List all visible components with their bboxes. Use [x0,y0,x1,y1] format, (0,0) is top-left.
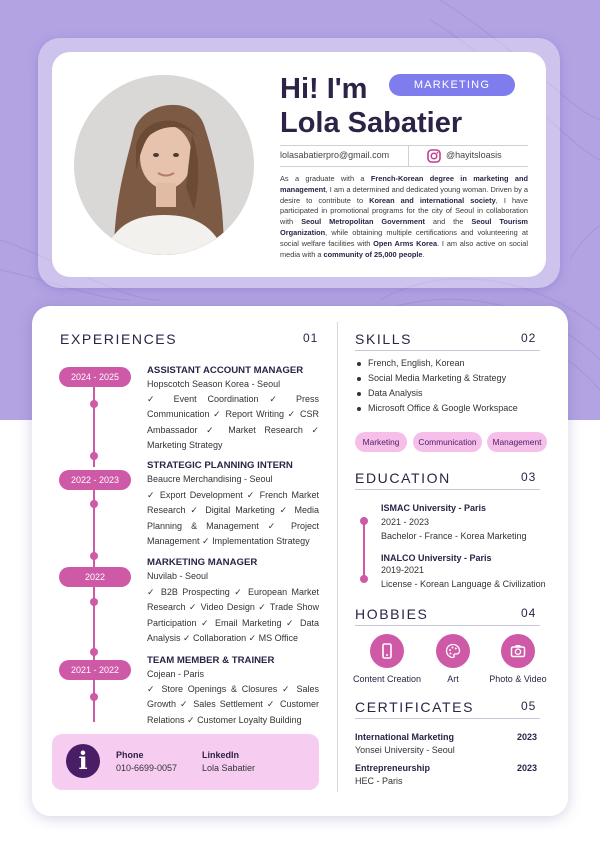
about-text: , while obtaining multiple certifications and volunteering at social welfare facilities with [280,227,528,248]
job-title: STRATEGIC PLANNING INTERN [147,460,293,471]
education-school: ISMAC University - Paris [381,503,487,513]
job-period-badge: 2022 [59,567,131,587]
about-text: and the [424,217,472,227]
education-title: EDUCATION [355,470,451,486]
hobby-icon-circle [436,634,470,668]
contact-separator [408,146,409,166]
about-highlight: Korean and international society [369,195,496,205]
education-degree: License - Korean Language & Civilization [381,579,546,589]
timeline-dot [90,598,98,606]
about-highlight: Seoul Metropolitan Government [301,217,425,227]
phone-icon [379,643,395,659]
certificate-year: 2023 [517,732,538,742]
hobbies-title: HOBBIES [355,606,429,622]
timeline-dot [90,693,98,701]
about-text: . I am also active on social media with a [280,238,528,259]
bullet [357,377,361,381]
about-highlight: community of 25,000 people [323,249,423,259]
skill-tag: Marketing [355,432,407,452]
bullet [357,392,361,396]
education-degree: Bachelor - France - Korea Marketing [381,531,527,541]
timeline-line [93,680,95,722]
education-years: 2021 - 2023 [381,517,430,527]
section-underline [355,718,540,719]
education-number: 03 [521,470,537,484]
timeline-dot [90,500,98,508]
education-years: 2019-2021 [381,565,425,575]
certificate-name: International Marketing [355,732,455,742]
job-description: ✓ Event Coordination ✓ Press Communication ✓ Report Writing ✓ CSR Ambassador ✓ Market Research ✓ Marketing Strategy [147,394,319,450]
skill-tag: Communication [413,432,482,452]
about-highlight: Open Arms Korea [373,238,438,248]
bullet [357,362,361,366]
skill-item: French, English, Korean [368,358,465,368]
about-text: , I am a determined and dedicated young woman. Driven by a desire to contribute to [280,184,528,205]
job-description: ✓ Store Openings & Closures ✓ Sales Growth ✓ Sales Settlement ✓ Customer Relations ✓ Customer Loyalty Building [147,684,319,725]
profile-photo [74,75,254,255]
role-badge: MARKETING [389,74,515,96]
section-underline [355,625,540,626]
job-company: Nuvilab - Seoul [147,571,209,581]
job-description: ✓ B2B Prospecting ✓ European Market Research ✓ Video Design ✓ Trade Show Participation ✓ Email Marketing ✓ Data Analysis ✓ Collaboration ✓ MS Office [147,587,319,643]
palette-icon [445,643,461,659]
job-company: Hopscotch Season Korea - Seoul [147,379,281,389]
info-icon: i [66,744,100,778]
certificate-name: Entrepreneurship [355,763,431,773]
skill-item: Social Media Marketing & Strategy [368,373,507,383]
certificates-title: CERTIFICATES [355,699,475,715]
column-divider [337,322,338,792]
about-text: . [422,249,425,259]
hobby-label: Photo & Video [489,674,547,684]
education-school: INALCO University - Paris [381,553,492,563]
certificates-number: 05 [521,699,537,713]
timeline-dot [90,648,98,656]
about-highlight: French-Korean degree in marketing and management [280,174,529,194]
timeline-dot [90,400,98,408]
experiences-number: 01 [303,331,319,345]
hobby-icon-circle [501,634,535,668]
phone-number[interactable]: 010-6699-0057 [116,763,178,773]
skills-title: SKILLS [355,331,413,347]
linkedin-link[interactable]: Lola Sabatier [202,763,256,773]
about-text: , I have participated in promotional programs for the city of Seoul in collaboration with [280,195,528,227]
education-dot [360,575,368,583]
hobbies-number: 04 [521,606,537,620]
timeline-dot [90,552,98,560]
hobby-label: Art [447,674,459,684]
job-period-badge: 2022 - 2023 [59,470,131,490]
experiences-title: EXPERIENCES [60,331,178,347]
timeline-dot [90,452,98,460]
job-title: TEAM MEMBER & TRAINER [147,655,275,666]
about-highlight: Seoul Tourism Organization [280,217,529,237]
job-title: MARKETING MANAGER [147,557,258,568]
job-description: ✓ Export Development ✓ French Market Research ✓ Digital Marketing ✓ Media Planning & Management ✓ Project Management ✓ Implementation Strategy [147,490,319,546]
skill-item: Microsoft Office & Google Workspace [368,403,518,413]
section-underline [355,489,540,490]
certificate-issuer: Yonsei University - Seoul [355,745,455,755]
certificate-issuer: HEC - Paris [355,776,403,786]
job-title: ASSISTANT ACCOUNT MANAGER [147,365,304,376]
job-period-badge: 2024 - 2025 [59,367,131,387]
section-underline [355,350,540,351]
about-text: As a graduate with a [280,174,371,183]
contact-row [280,145,528,167]
bullet [357,407,361,411]
job-company: Beaucre Merchandising - Seoul [147,474,273,484]
job-period-badge: 2021 - 2022 [59,660,131,680]
hobby-icon-circle [370,634,404,668]
camera-icon [510,643,526,659]
skill-item: Data Analysis [368,388,423,398]
education-dot [360,517,368,525]
certificate-year: 2023 [517,763,538,773]
job-company: Cojean - Paris [147,669,205,679]
about-paragraph [280,174,528,260]
skill-tag: Management [487,432,547,452]
skills-number: 02 [521,331,537,345]
email-address[interactable]: lolasabatierpro@gmail.com [280,150,390,160]
greeting-heading: Hi! I'm Lola Sabatier [280,73,463,139]
instagram-icon [427,149,441,163]
instagram-handle[interactable]: @hayitsloasis [446,150,502,160]
hobby-label: Content Creation [352,674,422,684]
linkedin-label: LinkedIn [202,750,240,760]
education-timeline-line [363,517,365,581]
candidate-name: Lola Sabatier [280,107,463,139]
phone-label: Phone [116,750,144,760]
